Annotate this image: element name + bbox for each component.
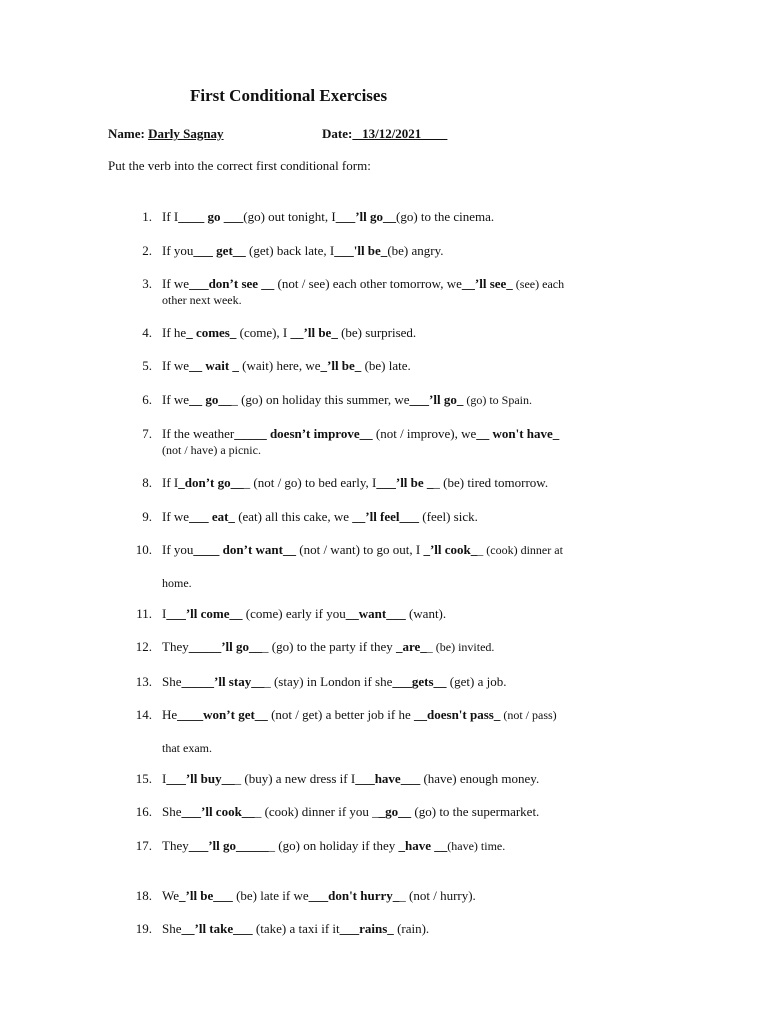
answer-text: __doesn't pass_: [414, 707, 501, 722]
answer-text: ___have___: [355, 771, 421, 786]
exercise-number: 19.: [135, 921, 152, 936]
prompt-text: (not / see) each other tomorrow, we: [274, 276, 462, 291]
instructions: Put the verb into the correct first conditional form:: [108, 158, 371, 173]
answer-text: __’ll be_: [290, 325, 338, 340]
answer-text: ___’ll go_: [409, 392, 464, 407]
exercise-continuation: that exam.: [162, 741, 212, 755]
prompt-text: We: [162, 888, 179, 903]
date-value: _13/12/2021____: [352, 126, 448, 141]
prompt-text: (get) back late, I: [245, 243, 335, 258]
prompt-text: If we: [162, 358, 190, 373]
answer-text: _____ doesn’t improve__: [234, 426, 373, 441]
prompt-text: (take) a taxi if it: [252, 921, 340, 936]
answer-text: ___’ll come__: [166, 606, 243, 621]
exercise-number: 8.: [142, 475, 152, 490]
answer-text: ____won’t get__: [177, 707, 268, 722]
answer-text: ___don’t see __: [189, 276, 275, 291]
exercise-text: [162, 243, 662, 259]
answer-text: _’ll be___: [179, 888, 233, 903]
exercise-text: [162, 509, 662, 525]
date-label: Date:: [322, 126, 353, 141]
answer-text: ___ eat_: [189, 509, 235, 524]
prompt-text: _ (be) tired tomorrow.: [433, 475, 549, 490]
exercise-text: [162, 888, 662, 904]
prompt-text: (go) to Spain.: [463, 393, 533, 407]
exercise-number: 16.: [135, 804, 152, 819]
prompt-text: I: [162, 771, 167, 786]
prompt-text: (not / improve), we: [372, 426, 477, 441]
prompt-text: If he: [162, 325, 187, 340]
prompt-text: (not / want) to go out, I: [296, 542, 424, 557]
answer-text: ____ go ___: [178, 209, 244, 224]
answer-text: __’ll take___: [181, 921, 253, 936]
exercise-text: [162, 639, 662, 655]
prompt-text: _ (go) to the party if they: [262, 639, 396, 654]
prompt-text: If you: [162, 243, 194, 258]
prompt-text: (go) to the supermarket.: [411, 804, 540, 819]
exercise-text: [162, 804, 662, 820]
prompt-text: (come) early if you: [242, 606, 346, 621]
prompt-text: _ (go) on holiday if they: [268, 838, 399, 853]
exercise-number: 10.: [135, 542, 152, 557]
name-value: Darly Sagnay: [148, 126, 224, 141]
prompt-text: (be) angry.: [387, 243, 444, 258]
exercise-text: [162, 276, 662, 292]
exercise-number: 12.: [135, 639, 152, 654]
exercise-number: 6.: [142, 392, 152, 407]
prompt-text: She: [162, 804, 182, 819]
exercise-number: 15.: [135, 771, 152, 786]
prompt-text: If I: [162, 209, 179, 224]
answer-text: __ go__: [189, 392, 232, 407]
answer-text: ___rains_: [339, 921, 394, 936]
name-field: [108, 126, 224, 142]
prompt-text: _ (buy) a new dress if I: [234, 771, 356, 786]
prompt-text: (wait) here, we: [238, 358, 321, 373]
prompt-text: (have) time.: [447, 839, 506, 853]
answer-text: _are_: [395, 639, 427, 654]
answer-text: ___ get__: [193, 243, 246, 258]
exercise-number: 13.: [135, 674, 152, 689]
prompt-text: If the weather: [162, 426, 235, 441]
exercise-number: 11.: [136, 606, 152, 621]
answer-text: ___'ll be_: [334, 243, 388, 258]
prompt-text: (have) enough money.: [420, 771, 540, 786]
prompt-text: _ (cook) dinner at: [477, 543, 563, 557]
exercise-text: [162, 325, 662, 341]
exercise-number: 3.: [142, 276, 152, 291]
exercise-text: [162, 771, 662, 787]
answer-text: __’ll see_: [461, 276, 513, 291]
prompt-text: (feel) sick.: [419, 509, 478, 524]
prompt-text: She: [162, 674, 182, 689]
exercise-number: 14.: [135, 707, 152, 722]
prompt-text: _ (be) invited.: [426, 640, 495, 654]
answer-text: __want___: [345, 606, 406, 621]
exercise-number: 7.: [142, 426, 152, 441]
exercise-text: [162, 358, 662, 374]
answer-text: ___’ll go__: [335, 209, 396, 224]
prompt-text: (go) to the cinema.: [396, 209, 495, 224]
exercise-continuation: home.: [162, 576, 192, 590]
prompt-text: _ (not / go) to bed early, I: [243, 475, 377, 490]
exercise-continuation: other next week.: [162, 293, 242, 307]
page-title: First Conditional Exercises: [190, 86, 388, 105]
exercise-number: 17.: [135, 838, 152, 853]
exercise-text: [162, 392, 662, 408]
answer-text: _ comes_: [186, 325, 237, 340]
exercise-text: [162, 209, 662, 225]
prompt-text: (come), I: [236, 325, 291, 340]
name-label: Name:: [108, 126, 145, 141]
answer-text: _____’ll go__: [188, 639, 263, 654]
prompt-text: (go) out tonight, I: [243, 209, 336, 224]
exercise-text: [162, 606, 662, 622]
exercise-text: [162, 542, 662, 558]
answer-text: ___’ll go_____: [188, 838, 269, 853]
answer-text: __’ll feel___: [352, 509, 420, 524]
answer-text: ____ don’t want__: [193, 542, 296, 557]
prompt-text: (get) a job.: [446, 674, 507, 689]
exercise-text: [162, 838, 662, 854]
exercise-number: 4.: [142, 325, 152, 340]
prompt-text: She: [162, 921, 182, 936]
exercise-text: [162, 475, 662, 491]
prompt-text: If I: [162, 475, 179, 490]
prompt-text: They: [162, 639, 189, 654]
exercise-number: 18.: [135, 888, 152, 903]
answer-text: __ wait _: [189, 358, 239, 373]
answer-text: ___’ll cook__: [181, 804, 255, 819]
prompt-text: _ (not / hurry).: [399, 888, 476, 903]
prompt-text: _ (go) on holiday this summer, we: [231, 392, 410, 407]
prompt-text: (be) late.: [361, 358, 411, 373]
prompt-text: (see) each: [512, 277, 565, 291]
exercise-number: 5.: [142, 358, 152, 373]
answer-text: _____’ll stay__: [181, 674, 265, 689]
answer-text: ___gets__: [392, 674, 447, 689]
prompt-text: (not / get) a better job if he: [267, 707, 415, 722]
prompt-text: (not / pass): [500, 708, 557, 722]
answer-text: _go__: [378, 804, 412, 819]
prompt-text: (eat) all this cake, we: [234, 509, 353, 524]
prompt-text: They: [162, 838, 189, 853]
prompt-text: If we: [162, 509, 190, 524]
exercise-text: [162, 707, 662, 723]
exercise-number: 2.: [142, 243, 152, 258]
answer-text: _don’t go__: [178, 475, 244, 490]
answer-text: __ won't have_: [476, 426, 560, 441]
prompt-text: I: [162, 606, 167, 621]
exercise-text: [162, 674, 662, 690]
exercise-number: 1.: [142, 209, 152, 224]
answer-text: ___don't hurry_: [308, 888, 400, 903]
prompt-text: (rain).: [393, 921, 430, 936]
answer-text: ___’ll buy__: [166, 771, 235, 786]
answer-text: _’ll be_: [320, 358, 362, 373]
prompt-text: _ (cook) dinner if you _: [254, 804, 379, 819]
prompt-text: If we: [162, 392, 190, 407]
date-field: [322, 126, 447, 142]
exercise-text: [162, 921, 662, 937]
answer-text: _have __: [398, 838, 448, 853]
prompt-text: (be) surprised.: [337, 325, 417, 340]
exercise-continuation: (not / have) a picnic.: [162, 443, 261, 457]
answer-text: ___’ll be _: [376, 475, 434, 490]
prompt-text: If you: [162, 542, 194, 557]
answer-text: _’ll cook_: [423, 542, 478, 557]
exercise-text: [162, 426, 662, 442]
prompt-text: (be) late if we: [232, 888, 309, 903]
exercise-number: 9.: [142, 509, 152, 524]
prompt-text: If we: [162, 276, 190, 291]
prompt-text: He: [162, 707, 178, 722]
prompt-text: _ (stay) in London if she: [264, 674, 393, 689]
prompt-text: (want).: [405, 606, 447, 621]
